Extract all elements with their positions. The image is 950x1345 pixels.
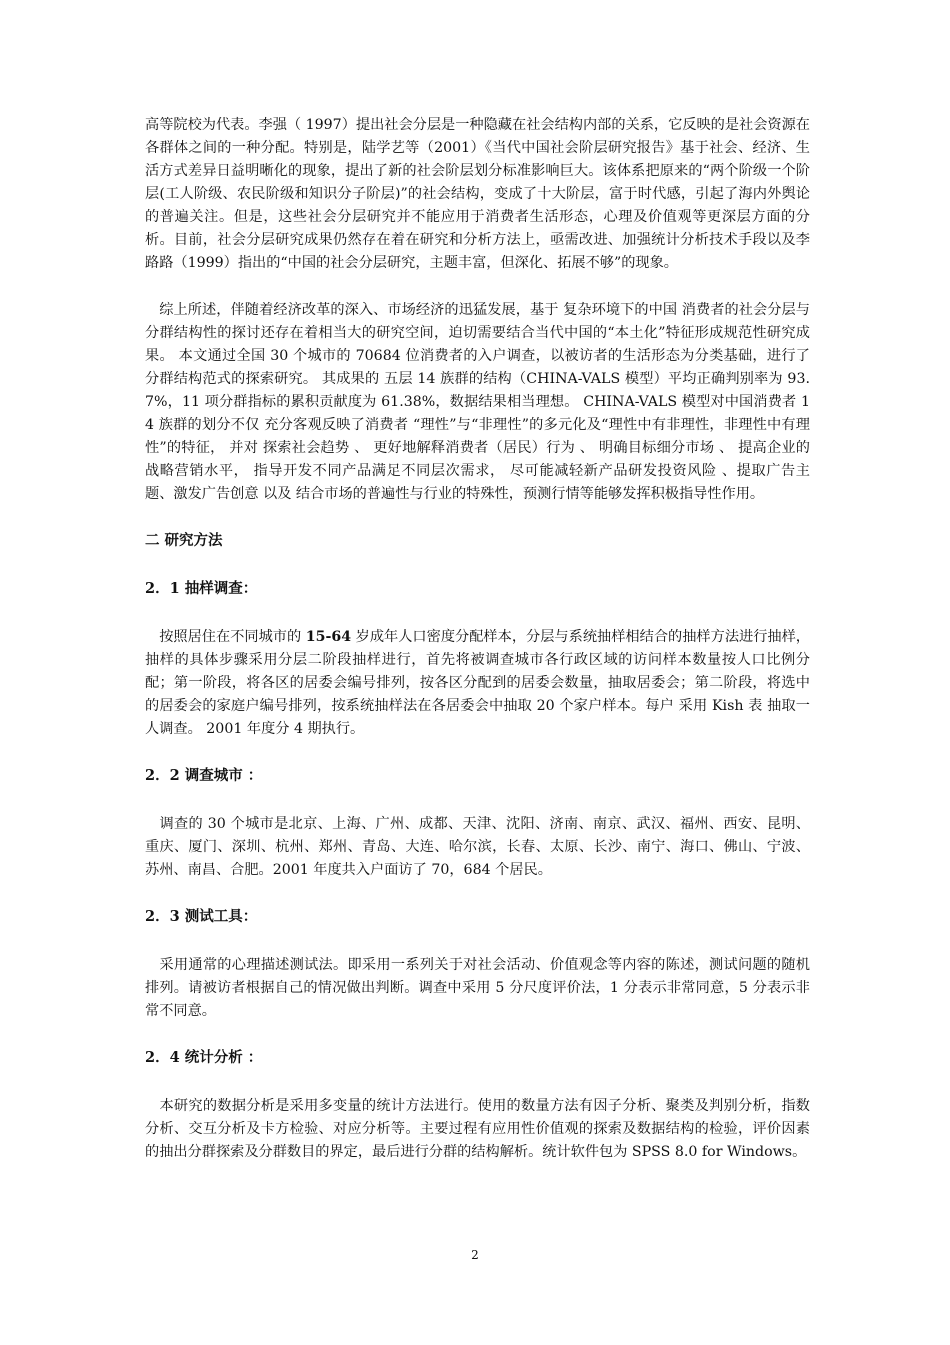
subsection-heading-tools: 2．3 测试工具： <box>145 908 258 925</box>
paragraph-sampling-part1: 按照居住在不同城市的 <box>145 629 306 645</box>
paragraph-intro-2: 综上所述，伴随着经济改革的深入、市场经济的迅猛发展，基于 复杂环境下的中国 消费者的社会分层与分群结构性的探讨还存在着相当大的研究空间，迫切需要结合当代中国的“本土化”特征形成规范性研究成果。 本文通过全国 30 个城市的 70684 位消费者的入户调查，以被访者的生活形态为分类基础，进行了分群结构范式的探索研究。 其成果的 五层 14 族群的结构（CHINA-VALS 模型）平均正确判别率为 93.7%，11 项分群指标的累积贡献度为 61.38%，数据结果相当理想。 CHINA-VALS 模型对中国消费者 14 族群的划分不仅 充分客观反映了消费者 “理性”与“非理性”的多元化及“理性中有非理性，非理性中有理性”的特征， 并对 探索社会趋势 、 更好地解释消费者（居民）行为 、 明确目标细分市场 、 提高企业的战略营销水平， 指导开发不同产品满足不同层次需求， 尽可能减轻新产品研发投资风险 、提取广告主题、激发广告创意 以及 结合市场的普遍性与行业的特殊性，预测行情等能够发挥积极指导性作用。 <box>145 302 810 502</box>
paragraph-sampling-part2: 岁成年人口密度分配样本，分层与系统抽样相结合的抽样方法进行抽样，抽样的具体步骤采用分层二阶段抽样进行，首先将被调查城市各行政区域的访问样本数量按人口比例分配；第一阶段，将各区的居委会编号排列，按各区分配到的居委会数量，抽取居委会；第二阶段，将选中的居委会的家庭户编号排列，按系统抽样法在各居委会中抽取 20 个家户样本。每户 采用 Kish 表 抽取一人调查。 2001 年度分 4 期执行。 <box>145 629 810 737</box>
paragraph-intro-1: 高等院校为代表。李强（ 1997）提出社会分层是一种隐藏在社会结构内部的关系，它反映的是社会资源在各群体之间的一种分配。特别是，陆学艺等（2001）《当代中国社会阶层研究报告》基于社会、经济、生活方式差异日益明晰化的现象，提出了新的社会阶层划分标准影响巨大。该体系把原来的“两个阶级一个阶层(工人阶级、农民阶级和知识分子阶层)”的社会结构，变成了十大阶层，富于时代感，引起了海内外舆论的普遍关注。但是，这些社会分层研究并不能应用于消费者生活形态，心理及价值观等更深层方面的分析。目前，社会分层研究成果仍然存在着在研究和分析方法上，亟需改进、加强统计分析技术手段以及李路路（1999）指出的“中国的社会分层研究，主题丰富，但深化、拓展不够”的现象。 <box>145 117 810 271</box>
age-range-bold: 15-64 <box>305 629 352 645</box>
paragraph-sampling <box>145 626 810 741</box>
subsection-heading-sampling: 2．1 抽样调查： <box>145 580 258 597</box>
subsection-heading-analysis: 2．4 统计分析 ： <box>145 1049 263 1066</box>
subsection-heading-cities: 2．2 调查城市 ： <box>145 767 263 784</box>
page-number: 2 <box>471 1248 479 1262</box>
section-title: 二 研究方法 <box>145 532 223 549</box>
paragraph-cities: 调查的 30 个城市是北京、上海、广州、成都、天津、沈阳、济南、南京、武汉、福州、西安、昆明、重庆、厦门、深圳、杭州、郑州、青岛、大连、哈尔滨，长春、太原、长沙、南宁、海口、佛山、宁波、苏州、南昌、合肥。2001 年度共入户面访了 70，684 个居民。 <box>145 816 810 878</box>
paragraph-analysis: 本研究的数据分析是采用多变量的统计方法进行。使用的数量方法有因子分析、聚类及判别分析，指数分析、交互分析及卡方检验、对应分析等。主要过程有应用性价值观的探索及数据结构的检验，评价因素的抽出分群探索及分群数目的界定，最后进行分群的结构解析。统计软件包为 SPSS 8.0 for Windows。 <box>145 1098 810 1160</box>
paragraph-tools: 采用通常的心理描述测试法。即采用一系列关于对社会活动、价值观念等内容的陈述，测试问题的随机排列。请被访者根据自己的情况做出判断。调查中采用 5 分尺度评价法，1 分表示非常同意，5 分表示非常不同意。 <box>145 957 810 1019</box>
page-content <box>145 114 810 1188</box>
